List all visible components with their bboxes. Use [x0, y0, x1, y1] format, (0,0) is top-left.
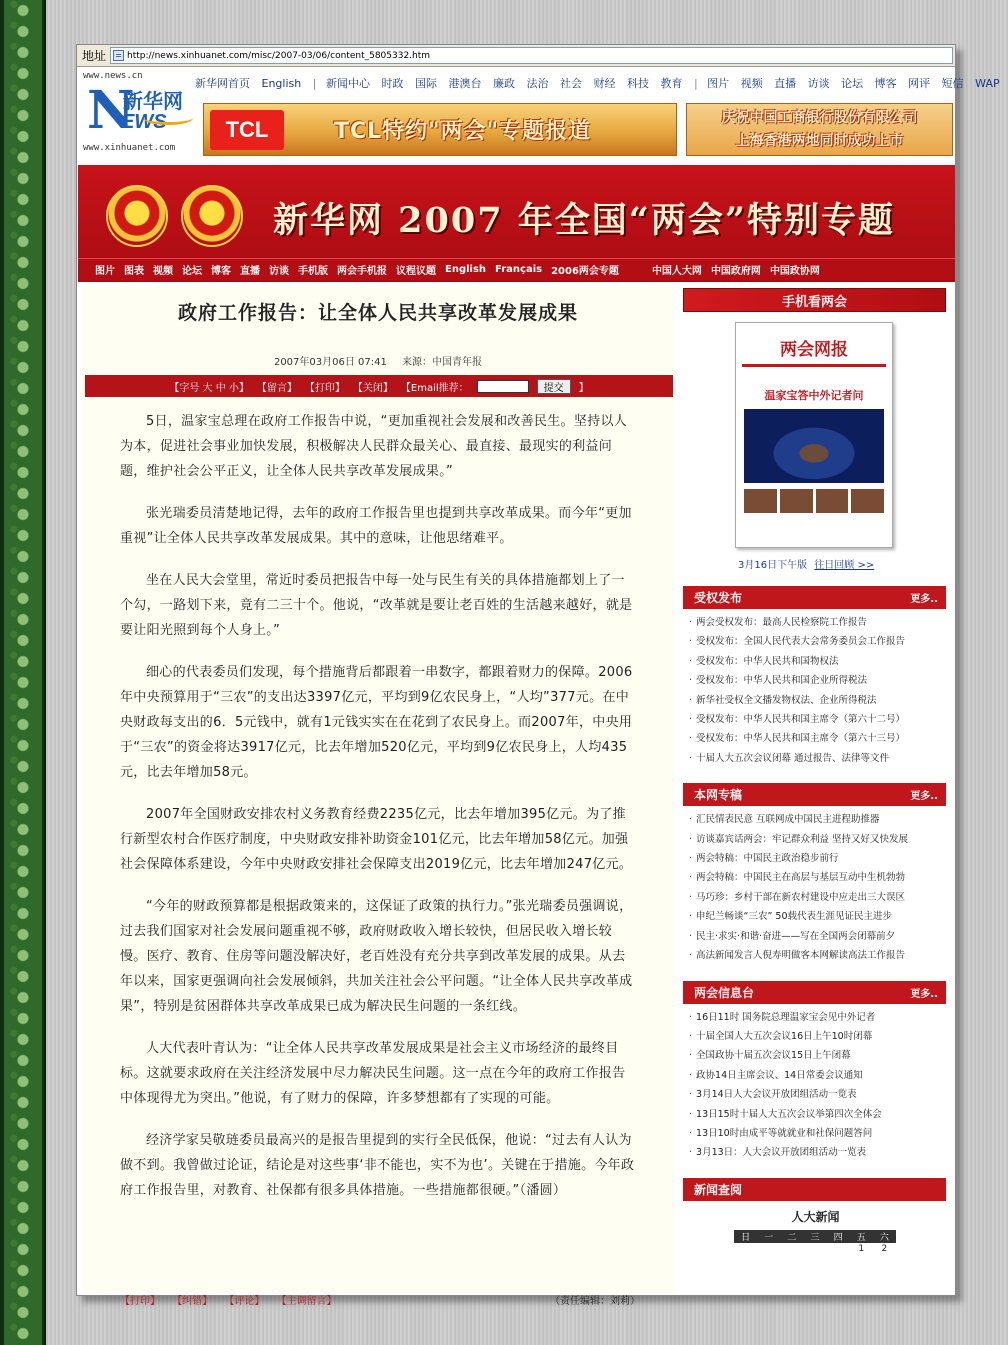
- logo-n-letter: N: [87, 80, 135, 141]
- top-nav-link[interactable]: 博客: [874, 77, 897, 90]
- top-nav-link[interactable]: 港澳台: [448, 77, 482, 90]
- article-source: 来源：中国青年报: [402, 357, 483, 368]
- sidebar: [683, 288, 948, 1255]
- article-paragraph: 经济学家吴敬琏委员最高兴的是报告里提到的实行全民低保，他说：“过去有人认为做不到。我曾做过论证，结论是对这些事‘非不能也，实不为也’。关键在于措施。今年政府工作报告里，对教育、社保都有很多具体措施。一些措施都很硬。”（潘圆）: [120, 1133, 635, 1198]
- section-header-authorized: [683, 586, 946, 609]
- list-item[interactable]: · 13日10时由成平等就就业和社保问题答问: [689, 1124, 947, 1143]
- logo-cn-name: 新华网: [123, 89, 183, 113]
- top-nav-link[interactable]: 网评: [908, 77, 931, 90]
- top-nav-link[interactable]: 短信: [941, 77, 964, 90]
- list-item[interactable]: · 两会特稿：中国民主政治稳步前行: [689, 849, 947, 868]
- list-item[interactable]: · 13日15时十届人大五次会议举第四次全体会: [689, 1105, 947, 1124]
- section-list-exclusive: [683, 806, 948, 965]
- article-paragraph: 张光瑞委员清楚地记得，去年的政府工作报告里也提到共享改革成果。而今年“更加重视”让全体人民共享改革发展成果。其中的意味，让他思绪难平。: [120, 506, 632, 546]
- page-icon: [113, 50, 124, 61]
- paper-archive-link[interactable]: 往日回顾 >>: [814, 560, 875, 571]
- list-item[interactable]: · 民主·求实·和谐·奋进——写在全国两会闭幕前夕: [689, 927, 947, 946]
- browser-window: [76, 44, 1000, 1307]
- weekday-header: 日: [734, 1230, 757, 1243]
- calendar-day[interactable]: 2: [881, 1243, 888, 1254]
- article-paragraph: 2007年全国财政安排农村义务教育经费2235亿元，比去年增加395亿元。为了推行新型农村合作医疗制度，中央财政安排补助资金101亿元，比去年增加58亿元。加强社会保障体系建设，今年中央财政安排社会保障支出2019亿元，比去年增加247亿元。: [120, 807, 633, 872]
- paper-subtitle: 温家宝答中外记者问: [764, 389, 864, 402]
- topic-title: 新华网 2007 年全国“两会”特别专题: [273, 200, 896, 241]
- topic-nav-link[interactable]: 直播: [240, 266, 260, 277]
- icbc-banner-line1: 庆祝中国工商银行股份有限公司: [721, 110, 918, 126]
- icbc-ad-banner[interactable]: [686, 103, 953, 156]
- submit-button[interactable]: 提交: [537, 379, 571, 394]
- footer-print-link[interactable]: 【打印】: [120, 1296, 160, 1307]
- top-nav-link[interactable]: 廉政: [492, 77, 515, 90]
- list-item[interactable]: · 3月13日：人大会议开放团组活动一览表: [689, 1143, 947, 1162]
- logo-swoosh-icon: [143, 111, 193, 125]
- list-item[interactable]: · 申纪兰畅谈“三农” 50载代表生涯见证民主进步: [689, 907, 947, 926]
- calendar-day: [734, 1243, 757, 1255]
- responsible-editor: （责任编辑：刘莉）: [550, 1296, 640, 1307]
- list-item[interactable]: · 高法新闻发言人倪寿明做客本网解读高法工作报告: [689, 946, 947, 965]
- calendar-day[interactable]: 1: [858, 1243, 865, 1254]
- top-nav-link[interactable]: English: [261, 77, 302, 90]
- paper-thumb: [816, 489, 849, 513]
- list-item[interactable]: · 两会特稿：中国民主在高层与基层互动中生机勃勃: [689, 868, 947, 887]
- close-link[interactable]: 【关闭】: [352, 382, 393, 394]
- topic-nav-link-cppcc[interactable]: 中国政协网: [769, 266, 820, 277]
- top-nav-link[interactable]: 论坛: [841, 77, 864, 90]
- paper-caption: [738, 556, 948, 571]
- top-nav-link[interactable]: 视频: [740, 77, 763, 90]
- topic-nav-link[interactable]: 博客: [211, 266, 231, 277]
- paper-thumb: [851, 489, 884, 513]
- list-item[interactable]: · 受权发布：中华人民共和国物权法: [689, 652, 947, 671]
- top-nav-link[interactable]: 图片: [707, 77, 730, 90]
- list-item[interactable]: · 全国政协十届五次会议15日上午闭幕: [689, 1046, 947, 1065]
- list-item[interactable]: · 16日11时 国务院总理温家宝会见中外记者: [689, 1008, 947, 1027]
- topic-nav-link[interactable]: 图表: [124, 266, 144, 277]
- weekday-header: 二: [780, 1230, 803, 1243]
- topic-nav-link[interactable]: 视频: [153, 266, 173, 277]
- tcl-ad-banner[interactable]: [203, 103, 677, 156]
- topic-nav-link[interactable]: English: [445, 264, 487, 275]
- list-item[interactable]: · 两会受权发布：最高人民检察院工作报告: [689, 613, 947, 632]
- article-date: 2007年03月06日 07:41: [273, 357, 387, 368]
- paper-thumb: [780, 489, 813, 513]
- national-emblem-icon: [106, 185, 168, 247]
- calendar-day: [780, 1243, 803, 1255]
- section-list-authorized: [683, 609, 948, 768]
- topic-nav-link[interactable]: 图片: [95, 266, 115, 277]
- footer-comment-link[interactable]: 【评论】: [224, 1296, 265, 1307]
- topic-nav-link[interactable]: 2006两会专题: [551, 266, 619, 277]
- article-title: 政府工作报告：让全体人民共享改革发展成果: [177, 302, 578, 324]
- logo-domain-bottom: www.xinhuanet.com: [83, 143, 176, 153]
- section-header-info: [683, 981, 946, 1004]
- list-item[interactable]: · 受权发布：中华人民共和国主席令（第六十三号）: [689, 729, 947, 748]
- calendar-title: 人大新闻: [791, 1209, 840, 1224]
- paper-edition-link[interactable]: 3月16日下午版: [738, 560, 808, 571]
- xinhua-logo[interactable]: [83, 71, 193, 156]
- article-paragraph: 人大代表叶青认为：“让全体人民共享改革发展成果是社会主义市场经济的最终目标。这就要求政府在关注经济发展中尽力解决民生问题。这一点在今年的政府工作报告中体现得尤为突出。”他说，有了财力的保障，许多梦想都有了实现的可能。: [120, 1041, 626, 1106]
- section-header-exclusive: [683, 783, 946, 806]
- list-item[interactable]: · 马巧珍：乡村干部在新农村建设中应走出三大误区: [689, 888, 947, 907]
- font-size-control[interactable]: 【字号 大 中 小】: [169, 382, 249, 394]
- logo-mark: [83, 81, 193, 143]
- special-topic-header: [78, 165, 955, 282]
- paper-rule: [742, 364, 886, 367]
- section-header-news-search: [683, 1178, 946, 1201]
- list-item[interactable]: · 受权发布：全国人民代表大会常务委员会工作报告: [689, 632, 947, 651]
- comment-link[interactable]: 【留言】: [256, 382, 297, 394]
- email-input[interactable]: [477, 380, 529, 393]
- article-paragraph: 细心的代表委员们发现，每个措施背后都跟着一串数字，都跟着财力的保障。2006年中央预算用于“三农”的支出达3397亿元，平均到9亿农民身上，“人均”377元。在中央财政每支出的6．5元钱中，就有1元钱实实在在花到了农民身上。而2007年，中央用于“三农”的资金将达3917亿元，比去年增加520亿元，平均到9亿农民身上，人均435元，比去年增加58元。: [120, 665, 633, 780]
- topic-nav-link-gov[interactable]: 中国政府网: [710, 266, 761, 277]
- weekday-header: 一: [757, 1230, 780, 1243]
- newspaper-thumbnail[interactable]: [735, 322, 893, 548]
- top-nav-link[interactable]: 法治: [526, 77, 549, 90]
- section-title: 两会信息台: [694, 985, 755, 1000]
- decorative-vine-border: [0, 0, 46, 1345]
- topic-nav-link[interactable]: 议程议题: [396, 266, 436, 277]
- list-item[interactable]: · 汇民情表民意 互联网成中国民主进程助推器: [689, 810, 947, 829]
- topic-nav-link[interactable]: 手机版: [298, 266, 328, 277]
- more-link[interactable]: 更多..: [910, 791, 938, 803]
- weekday-header: 三: [803, 1230, 826, 1243]
- section-title: 受权发布: [694, 591, 743, 605]
- top-nav-link[interactable]: 直播: [774, 77, 797, 90]
- tcl-banner-text: TCL特约"两会"专题报道: [334, 119, 592, 144]
- list-item[interactable]: · 十届人大五次会议闭幕 通过报告、法律等文件: [689, 749, 947, 768]
- topic-nav-link[interactable]: 论坛: [182, 266, 202, 277]
- top-nav-link[interactable]: 访谈: [807, 77, 830, 90]
- top-nav-link[interactable]: 国际: [414, 77, 437, 90]
- top-nav-link[interactable]: 社会: [559, 77, 582, 90]
- calendar-day: [803, 1243, 826, 1255]
- topic-nav-link[interactable]: 两会手机报: [337, 266, 387, 277]
- section-title: 本网专稿: [694, 788, 743, 803]
- url-text[interactable]: http://news.xinhuanet.com/misc/2007-03/06/content_5805332.htm: [127, 50, 431, 61]
- section-list-info: [683, 1004, 948, 1163]
- list-item[interactable]: · 十届全国人大五次会议16日上午10时闭幕: [689, 1027, 947, 1046]
- footer-tools: [120, 1292, 346, 1307]
- footer-message-link[interactable]: 【主调留言】: [276, 1296, 337, 1307]
- top-nav-link[interactable]: 科技: [626, 77, 649, 90]
- calendar-day: [757, 1243, 780, 1255]
- paper-thumb: [744, 489, 777, 513]
- nav-divider: |: [693, 77, 698, 90]
- article-body: [82, 397, 674, 1203]
- more-link[interactable]: 更多..: [910, 594, 938, 605]
- list-item[interactable]: · 受权发布：中华人民共和国主席令（第六十二号）: [689, 710, 947, 729]
- article-paragraph: 5日，温家宝总理在政府工作报告中说，“更加重视社会发展和改善民生。坚持以人为本，促进社会事业加快发展，积极解决人民群众最关心、最直接、最现实的利益问题，维护社会公平正义，让全体人民共享改革发展成果。”: [120, 414, 628, 479]
- url-input[interactable]: [110, 47, 953, 64]
- weekday-header: 六: [873, 1230, 896, 1243]
- top-nav-link[interactable]: 教育: [660, 77, 683, 90]
- more-link[interactable]: 更多..: [910, 988, 938, 1000]
- icbc-banner-line2: 上海香港两地同时成功上市: [735, 133, 904, 149]
- news-calendar: [734, 1230, 896, 1255]
- calendar-day: [827, 1243, 850, 1255]
- tcl-logo: TCL: [210, 110, 284, 150]
- weekday-header: 四: [827, 1230, 850, 1243]
- top-nav-link[interactable]: 新华网首页: [195, 77, 250, 90]
- list-item[interactable]: · 受权发布：中华人民共和国企业所得税法: [689, 671, 947, 690]
- logo-domain-top: www.news.cn: [83, 71, 143, 81]
- article-paragraph: 坐在人民大会堂里，常近时委员把报告中每一处与民生有关的具体措施都划上了一个勾，一路划下来，竟有二三十个。他说，“改革就是要让老百姓的生活越来越好，就是要让阳光照到每个人身上。”: [120, 573, 633, 638]
- paper-thumbnails: [744, 489, 884, 513]
- weekday-header: 五: [850, 1230, 873, 1243]
- paper-title: 两会网报: [780, 340, 848, 360]
- section-title: 新闻查阅: [694, 1182, 743, 1197]
- mobile-header-banner[interactable]: 手机看两会: [683, 288, 946, 312]
- article-meta: [82, 353, 674, 368]
- article-column: [82, 288, 674, 1307]
- top-nav-link[interactable]: WAP: [975, 77, 1000, 90]
- toolbar-end-bracket: 】: [578, 382, 589, 394]
- paper-photo: [744, 409, 884, 483]
- top-nav: [195, 75, 1008, 91]
- article-toolbar: [85, 375, 673, 397]
- email-recommend-label: 【Email推荐：: [400, 382, 469, 394]
- list-item[interactable]: · 政协14日主席会议、14日常委会议通知: [689, 1066, 947, 1085]
- cppcc-emblem-icon: [181, 185, 243, 247]
- address-bar: [77, 45, 955, 67]
- list-item[interactable]: · 3月14日人大会议开放团组活动一览表: [689, 1085, 947, 1104]
- list-item[interactable]: · 访谈嘉宾话两会：牢记群众利益 坚持又好又快发展: [689, 830, 947, 849]
- top-nav-link[interactable]: 财经: [593, 77, 616, 90]
- list-item[interactable]: · 新华社受权全文播发物权法、企业所得税法: [689, 691, 947, 710]
- top-nav-link[interactable]: 新闻中心: [325, 77, 370, 90]
- topic-nav-link-npc[interactable]: 中国人大网: [651, 266, 702, 277]
- top-nav-link[interactable]: 时政: [381, 77, 404, 90]
- topic-nav-link[interactable]: 访谈: [269, 266, 289, 277]
- topic-nav-link[interactable]: Français: [495, 264, 543, 275]
- address-label: 地址: [82, 49, 107, 63]
- topic-nav: [78, 258, 955, 280]
- logo-ews: EWS: [121, 111, 167, 133]
- article-paragraph: “今年的财政预算都是根据政策来的，这保证了政策的执行力。”张光瑞委员强调说，过去我们国家对社会发展问题重视不够，政府财政收入增长较快，但居民收入增长较慢。医疗、教育、住房等问题没解决好，老百姓没有充分共享到改革发展的成果。从去年以来，国家更强调向社会发展倾斜，共加关注社会公平问题。“让全体人民共享改革成果”，特别是贫困群体共享改革成果已成为解决民生问题的一条红线。: [120, 899, 633, 1014]
- nav-divider: |: [312, 77, 317, 90]
- footer-correct-link[interactable]: 【纠错】: [172, 1296, 213, 1307]
- print-link[interactable]: 【打印】: [304, 382, 345, 394]
